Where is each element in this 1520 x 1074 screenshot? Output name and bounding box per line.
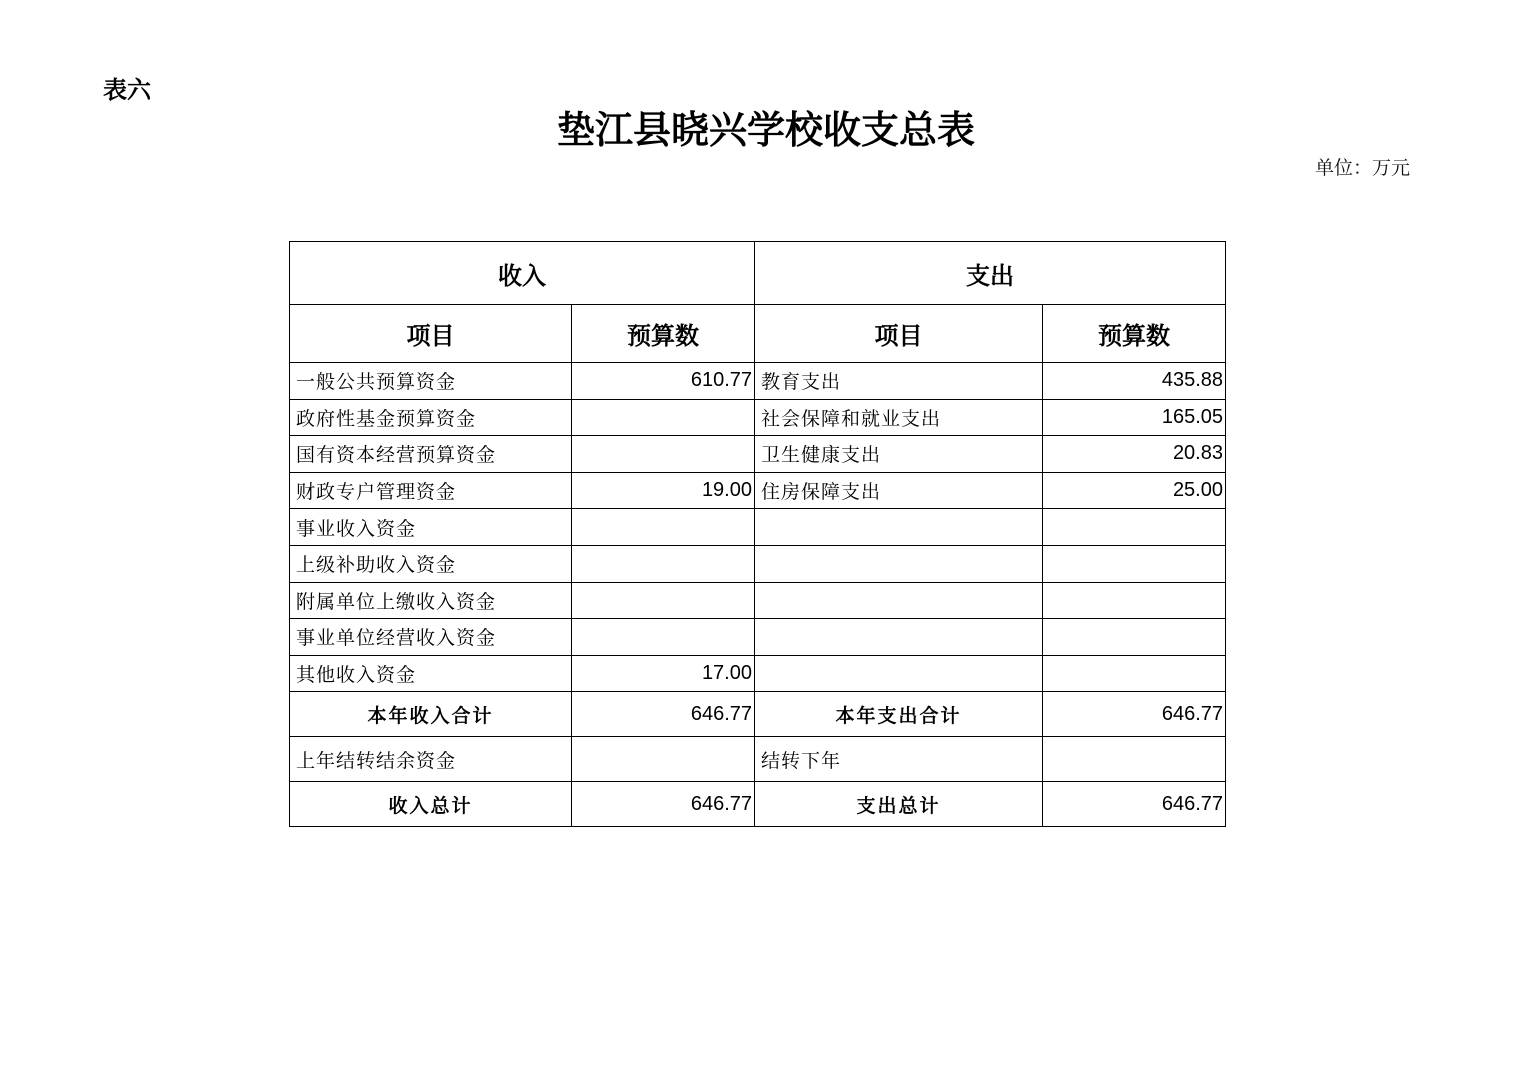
year-total-row: [290, 692, 1226, 737]
carry-expense-item: 结转下年: [755, 737, 1043, 782]
expense-item-column-header: 项目: [755, 305, 1043, 363]
document-label: 表六: [103, 76, 151, 104]
income-item: 附属单位上缴收入资金: [290, 582, 572, 619]
page-title: 垫江县晓兴学校收支总表: [556, 107, 975, 152]
expense-item: 住房保障支出: [755, 472, 1043, 509]
year-income-total-label: 本年收入合计: [290, 692, 572, 737]
income-value: [572, 619, 755, 656]
income-value: 19.00: [572, 472, 755, 509]
carry-income-item: 上年结转结余资金: [290, 737, 572, 782]
expense-budget-column-header: 预算数: [1043, 305, 1226, 363]
expense-grand-total-value: 646.77: [1043, 782, 1226, 827]
group-header-row: [290, 242, 1226, 305]
table-row: [290, 545, 1226, 582]
expense-value: 20.83: [1043, 436, 1226, 473]
expense-item: 教育支出: [755, 363, 1043, 400]
year-income-total-value: 646.77: [572, 692, 755, 737]
expense-value: [1043, 545, 1226, 582]
income-value: [572, 436, 755, 473]
income-value: [572, 399, 755, 436]
expense-item: 社会保障和就业支出: [755, 399, 1043, 436]
table-row: [290, 436, 1226, 473]
table-row: [290, 472, 1226, 509]
column-header-row: [290, 305, 1226, 363]
income-item: 事业收入资金: [290, 509, 572, 546]
income-value: 610.77: [572, 363, 755, 400]
expense-item: [755, 582, 1043, 619]
income-grand-total-label: 收入总计: [290, 782, 572, 827]
expense-grand-total-label: 支出总计: [755, 782, 1043, 827]
expense-item: 卫生健康支出: [755, 436, 1043, 473]
income-budget-column-header: 预算数: [572, 305, 755, 363]
expense-item: [755, 619, 1043, 656]
income-header: 收入: [290, 242, 755, 305]
expense-item: [755, 545, 1043, 582]
carry-over-row: [290, 737, 1226, 782]
table-row: [290, 582, 1226, 619]
expense-value: [1043, 619, 1226, 656]
expense-item: [755, 655, 1043, 692]
income-grand-total-value: 646.77: [572, 782, 755, 827]
income-item: 事业单位经营收入资金: [290, 619, 572, 656]
income-value: [572, 582, 755, 619]
table-row: [290, 399, 1226, 436]
table-row: [290, 363, 1226, 400]
budget-table: [289, 241, 1226, 827]
unit-label: 单位：万元: [1314, 157, 1410, 179]
table-row: [290, 619, 1226, 656]
income-item-column-header: 项目: [290, 305, 572, 363]
expense-value: 435.88: [1043, 363, 1226, 400]
income-item: 政府性基金预算资金: [290, 399, 572, 436]
expense-header: 支出: [755, 242, 1226, 305]
expense-value: 165.05: [1043, 399, 1226, 436]
expense-value: [1043, 509, 1226, 546]
year-expense-total-label: 本年支出合计: [755, 692, 1043, 737]
income-item: 上级补助收入资金: [290, 545, 572, 582]
expense-value: 25.00: [1043, 472, 1226, 509]
year-expense-total-value: 646.77: [1043, 692, 1226, 737]
income-item: 一般公共预算资金: [290, 363, 572, 400]
expense-value: [1043, 655, 1226, 692]
table-row: [290, 509, 1226, 546]
income-value: [572, 545, 755, 582]
table-row: [290, 655, 1226, 692]
income-item: 其他收入资金: [290, 655, 572, 692]
carry-expense-value: [1043, 737, 1226, 782]
income-item: 财政专户管理资金: [290, 472, 572, 509]
expense-value: [1043, 582, 1226, 619]
carry-income-value: [572, 737, 755, 782]
income-item: 国有资本经营预算资金: [290, 436, 572, 473]
income-value: [572, 509, 755, 546]
income-value: 17.00: [572, 655, 755, 692]
grand-total-row: [290, 782, 1226, 827]
expense-item: [755, 509, 1043, 546]
